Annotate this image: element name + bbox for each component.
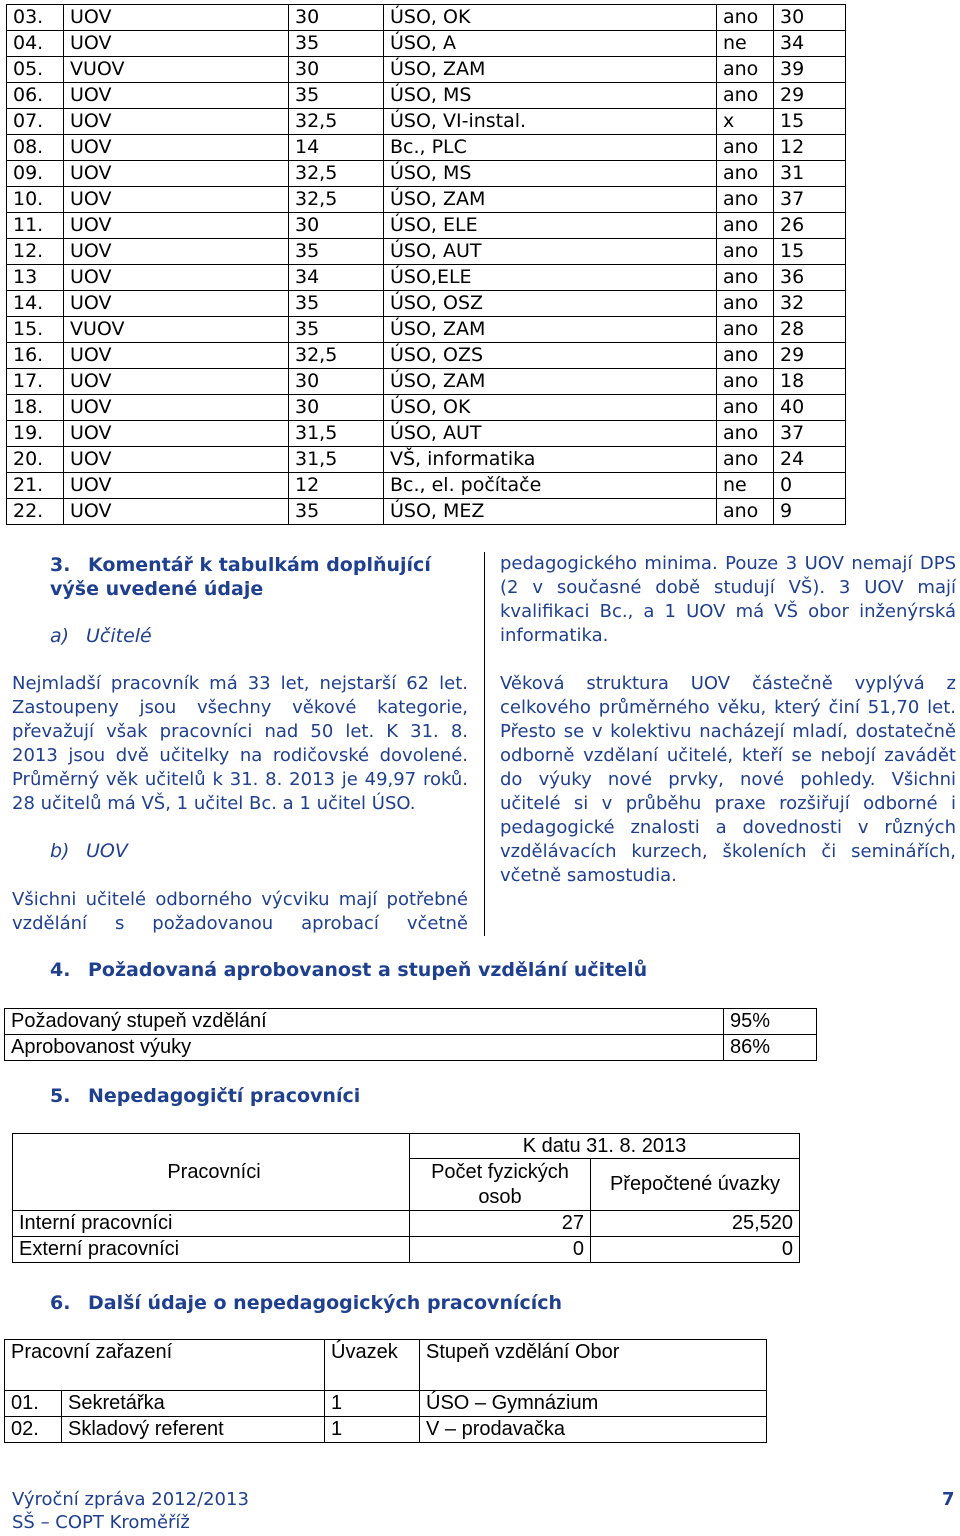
staff-position-cell: UOV (64, 395, 289, 421)
section5-title: Nepedagogičtí pracovníci (88, 1085, 361, 1107)
staff-hours-cell: 32,5 (289, 109, 384, 135)
uov-paragraph-right (500, 552, 956, 648)
staff-qualified-cell: ano (717, 343, 774, 369)
column-divider (484, 552, 485, 936)
staff-row-number-cell: 06. (7, 83, 64, 109)
staff-age-cell: 28 (774, 317, 846, 343)
staff-age-cell: 31 (774, 161, 846, 187)
staff-hours-cell: 31,5 (289, 421, 384, 447)
staff-row-number-cell: 04. (7, 31, 64, 57)
table-row (7, 421, 846, 447)
qualification-table (4, 1008, 817, 1061)
footer-report: Výroční zpráva 2012/2013 (12, 1489, 249, 1510)
table-row (7, 161, 846, 187)
staff-hours-cell: 30 (289, 369, 384, 395)
staff-row-number-cell: 18. (7, 395, 64, 421)
staff-position-cell: UOV (64, 499, 289, 525)
subsection-b-heading (50, 840, 128, 862)
staff-position-cell: UOV (64, 83, 289, 109)
table-row (7, 317, 846, 343)
staff-position-cell: VUOV (64, 317, 289, 343)
staff-education-cell: ÚSO, A (384, 31, 717, 57)
staff-qualified-cell: ano (717, 395, 774, 421)
section6-title: Další údaje o nepedagogických pracovnících (88, 1292, 563, 1314)
subsection-b-label: UOV (86, 840, 128, 862)
staff-hours-cell: 32,5 (289, 343, 384, 369)
staff-qualified-cell: ne (717, 31, 774, 57)
staff-position-cell: UOV (64, 447, 289, 473)
teachers-paragraph (12, 672, 468, 816)
staff-hours-cell: 34 (289, 265, 384, 291)
staff-education-cell: ÚSO, OZS (384, 343, 717, 369)
staff-age-cell: 37 (774, 187, 846, 213)
table-row (7, 447, 846, 473)
footer-school: SŠ – COPT Kroměříž (12, 1512, 190, 1533)
table-row (13, 1237, 800, 1263)
header-load: Úvazek (325, 1340, 420, 1391)
staff-row-number-cell: 08. (7, 135, 64, 161)
staff-hours-cell: 30 (289, 57, 384, 83)
header-workers: Pracovníci (13, 1134, 410, 1211)
section3-number: 3. (50, 554, 71, 576)
table-row (7, 83, 846, 109)
staff-position-cell: UOV (64, 109, 289, 135)
table-row (7, 369, 846, 395)
staff-hours-cell: 35 (289, 239, 384, 265)
staff-age-cell: 29 (774, 83, 846, 109)
staff-hours-cell: 30 (289, 213, 384, 239)
table-cell: Požadovaný stupeň vzdělání (5, 1009, 724, 1035)
staff-row-number-cell: 05. (7, 57, 64, 83)
table-row (7, 239, 846, 265)
table-row (7, 213, 846, 239)
staff-education-cell: ÚSO, OK (384, 5, 717, 31)
table-row (7, 57, 846, 83)
staff-qualified-cell: ano (717, 265, 774, 291)
staff-education-cell: ÚSO, OSZ (384, 291, 717, 317)
staff-education-cell: ÚSO, ZAM (384, 317, 717, 343)
staff-age-cell: 37 (774, 421, 846, 447)
table-row (5, 1035, 817, 1061)
staff-age-cell: 18 (774, 369, 846, 395)
table-row (7, 187, 846, 213)
non-teaching-staff-table (12, 1133, 800, 1263)
staff-row-number-cell: 15. (7, 317, 64, 343)
table-row (7, 31, 846, 57)
staff-qualified-cell: ano (717, 161, 774, 187)
staff-qualified-cell: ano (717, 317, 774, 343)
staff-hours-cell: 35 (289, 499, 384, 525)
table-cell: 01. (5, 1391, 62, 1417)
table-cell: 0 (591, 1237, 800, 1263)
staff-age-cell: 9 (774, 499, 846, 525)
age-paragraph (500, 672, 956, 888)
staff-age-cell: 26 (774, 213, 846, 239)
staff-hours-cell: 30 (289, 5, 384, 31)
section3-title: Komentář k tabulkám doplňující výše uvedené údaje (50, 554, 431, 600)
staff-qualified-cell: ne (717, 473, 774, 499)
table-row (7, 473, 846, 499)
staff-row-number-cell: 19. (7, 421, 64, 447)
staff-education-cell: ÚSO, OK (384, 395, 717, 421)
staff-row-number-cell: 13 (7, 265, 64, 291)
table-cell: V – prodavačka (420, 1417, 767, 1443)
staff-position-cell: UOV (64, 187, 289, 213)
staff-age-cell: 12 (774, 135, 846, 161)
staff-education-cell: ÚSO,ELE (384, 265, 717, 291)
staff-hours-cell: 14 (289, 135, 384, 161)
staff-qualified-cell: ano (717, 5, 774, 31)
staff-education-cell: Bc., PLC (384, 135, 717, 161)
staff-position-cell: UOV (64, 213, 289, 239)
table-row (5, 1417, 767, 1443)
staff-qualified-cell: ano (717, 499, 774, 525)
staff-row-number-cell: 10. (7, 187, 64, 213)
staff-qualified-cell: ano (717, 421, 774, 447)
section3-heading (50, 553, 470, 601)
staff-row-number-cell: 20. (7, 447, 64, 473)
staff-qualified-cell: ano (717, 187, 774, 213)
staff-position-cell: UOV (64, 135, 289, 161)
staff-qualified-cell: ano (717, 213, 774, 239)
staff-hours-cell: 30 (289, 395, 384, 421)
table-row (7, 343, 846, 369)
footer-page-number: 7 (942, 1489, 955, 1510)
staff-position-cell: UOV (64, 421, 289, 447)
subsection-b-letter: b) (50, 840, 70, 862)
header-physical: Počet fyzických osob (410, 1159, 591, 1211)
section4-title: Požadovaná aprobovanost a stupeň vzdělání učitelů (88, 959, 648, 981)
staff-qualified-cell: ano (717, 135, 774, 161)
header-education: Stupeň vzdělání Obor (420, 1340, 767, 1391)
table-row (7, 291, 846, 317)
table-cell: 1 (325, 1391, 420, 1417)
staff-row-number-cell: 07. (7, 109, 64, 135)
table-cell: 02. (5, 1417, 62, 1443)
table-row (7, 395, 846, 421)
table-cell: ÚSO – Gymnázium (420, 1391, 767, 1417)
table-cell: 27 (410, 1211, 591, 1237)
table-cell: 1 (325, 1417, 420, 1443)
staff-hours-cell: 32,5 (289, 161, 384, 187)
staff-row-number-cell: 14. (7, 291, 64, 317)
table-cell: 86% (724, 1035, 817, 1061)
teachers-text: Nejmladší pracovník má 33 let, nejstarší 62 let. Zastoupeny jsou všechny věkové kategorie, převažují však pracovníci nad 50 let. K 31. 8. 2013 jsou dvě učitelky na rodičovské dovolené. Průměrný věk učitelů k 31. 8. 2013 je 49,97 roků. 28 učitelů má VŠ, 1 učitel Bc. a 1 učitel ÚSO. (12, 673, 468, 814)
uov-paragraph-left (12, 888, 468, 936)
table-row (5, 1009, 817, 1035)
staff-age-cell: 34 (774, 31, 846, 57)
uov-text-right: pedagogického minima. Pouze 3 UOV nemají DPS (2 v současné době studují VŠ). 3 UOV mají kvalifikaci Bc., a 1 UOV má VŠ obor inženýrská informatika. (500, 553, 956, 646)
staff-hours-cell: 12 (289, 473, 384, 499)
table-row (7, 5, 846, 31)
staff-age-cell: 32 (774, 291, 846, 317)
staff-position-cell: UOV (64, 291, 289, 317)
staff-qualified-cell: ano (717, 239, 774, 265)
subsection-a-label: Učitelé (86, 625, 152, 647)
staff-qualified-cell: ano (717, 291, 774, 317)
staff-qualified-cell: ano (717, 369, 774, 395)
staff-row-number-cell: 09. (7, 161, 64, 187)
table-cell: Skladový referent (62, 1417, 325, 1443)
staff-age-cell: 15 (774, 109, 846, 135)
non-teaching-details-table (4, 1339, 767, 1443)
staff-age-cell: 29 (774, 343, 846, 369)
staff-age-cell: 24 (774, 447, 846, 473)
staff-hours-cell: 31,5 (289, 447, 384, 473)
table-cell: Aprobovanost výuky (5, 1035, 724, 1061)
staff-row-number-cell: 11. (7, 213, 64, 239)
subsection-a-heading (50, 625, 152, 647)
staff-position-cell: UOV (64, 239, 289, 265)
staff-education-cell: ÚSO, MEZ (384, 499, 717, 525)
staff-education-cell: ÚSO, AUT (384, 421, 717, 447)
table-cell: 0 (410, 1237, 591, 1263)
header-fte: Přepočtené úvazky (591, 1159, 800, 1211)
table-row (7, 135, 846, 161)
staff-hours-cell: 35 (289, 31, 384, 57)
staff-education-cell: ÚSO, MS (384, 161, 717, 187)
staff-row-number-cell: 21. (7, 473, 64, 499)
table-row (13, 1134, 800, 1159)
staff-hours-cell: 32,5 (289, 187, 384, 213)
staff-qualified-cell: ano (717, 447, 774, 473)
section6-heading (50, 1291, 562, 1315)
uov-text-left: Všichni učitelé odborného výcviku mají potřebné vzdělání s požadovanou aprobací včetně (12, 889, 468, 934)
staff-position-cell: UOV (64, 5, 289, 31)
table-row (5, 1340, 767, 1391)
staff-position-cell: UOV (64, 343, 289, 369)
staff-education-cell: Bc., el. počítače (384, 473, 717, 499)
staff-row-number-cell: 03. (7, 5, 64, 31)
table-row (7, 109, 846, 135)
staff-position-cell: UOV (64, 31, 289, 57)
section5-heading (50, 1084, 360, 1108)
table-cell: 25,520 (591, 1211, 800, 1237)
staff-position-cell: UOV (64, 473, 289, 499)
staff-education-cell: ÚSO, VI-instal. (384, 109, 717, 135)
staff-education-cell: ÚSO, AUT (384, 239, 717, 265)
table-row (13, 1211, 800, 1237)
section5-number: 5. (50, 1085, 71, 1107)
staff-education-cell: ÚSO, ELE (384, 213, 717, 239)
staff-education-cell: ÚSO, ZAM (384, 369, 717, 395)
staff-age-cell: 39 (774, 57, 846, 83)
staff-qualified-cell: ano (717, 83, 774, 109)
staff-education-cell: ÚSO, MS (384, 83, 717, 109)
staff-education-cell: ÚSO, ZAM (384, 187, 717, 213)
staff-hours-cell: 35 (289, 317, 384, 343)
staff-age-cell: 40 (774, 395, 846, 421)
table-cell: 95% (724, 1009, 817, 1035)
table-row (7, 265, 846, 291)
staff-row-number-cell: 12. (7, 239, 64, 265)
section4-heading (50, 958, 647, 982)
staff-row-number-cell: 16. (7, 343, 64, 369)
staff-age-cell: 15 (774, 239, 846, 265)
table-cell: Sekretářka (62, 1391, 325, 1417)
section6-number: 6. (50, 1292, 71, 1314)
table-row (7, 499, 846, 525)
staff-position-cell: UOV (64, 161, 289, 187)
header-position: Pracovní zařazení (5, 1340, 325, 1391)
staff-position-cell: VUOV (64, 57, 289, 83)
staff-position-cell: UOV (64, 265, 289, 291)
staff-age-cell: 30 (774, 5, 846, 31)
staff-position-cell: UOV (64, 369, 289, 395)
table-cell: Interní pracovníci (13, 1211, 410, 1237)
age-text: Věková struktura UOV částečně vyplývá z celkového průměrného věku, který činí 51,70 let. Přesto se v kolektivu nacházejí mladí, dostatečně odborně vzdělaní učitelé, kteří se nebojí zavádět do výuky nové prvky, nové pohledy. Všichni učitelé si v průběhu praxe rozšiřují odborné i pedagogické znalosti a dovednosti v různých vzdělávacích kurzech, školeních či seminářích, včetně samostudia. (500, 673, 956, 886)
header-date: K datu 31. 8. 2013 (410, 1134, 800, 1159)
staff-age-cell: 0 (774, 473, 846, 499)
staff-education-cell: VŠ, informatika (384, 447, 717, 473)
staff-qualified-cell: ano (717, 57, 774, 83)
section4-number: 4. (50, 959, 71, 981)
staff-hours-cell: 35 (289, 291, 384, 317)
table-cell: Externí pracovníci (13, 1237, 410, 1263)
staff-row-number-cell: 22. (7, 499, 64, 525)
staff-qualified-cell: x (717, 109, 774, 135)
table-row (5, 1391, 767, 1417)
staff-row-number-cell: 17. (7, 369, 64, 395)
staff-age-cell: 36 (774, 265, 846, 291)
staff-table (6, 4, 846, 525)
staff-education-cell: ÚSO, ZAM (384, 57, 717, 83)
subsection-a-letter: a) (50, 625, 70, 647)
staff-hours-cell: 35 (289, 83, 384, 109)
